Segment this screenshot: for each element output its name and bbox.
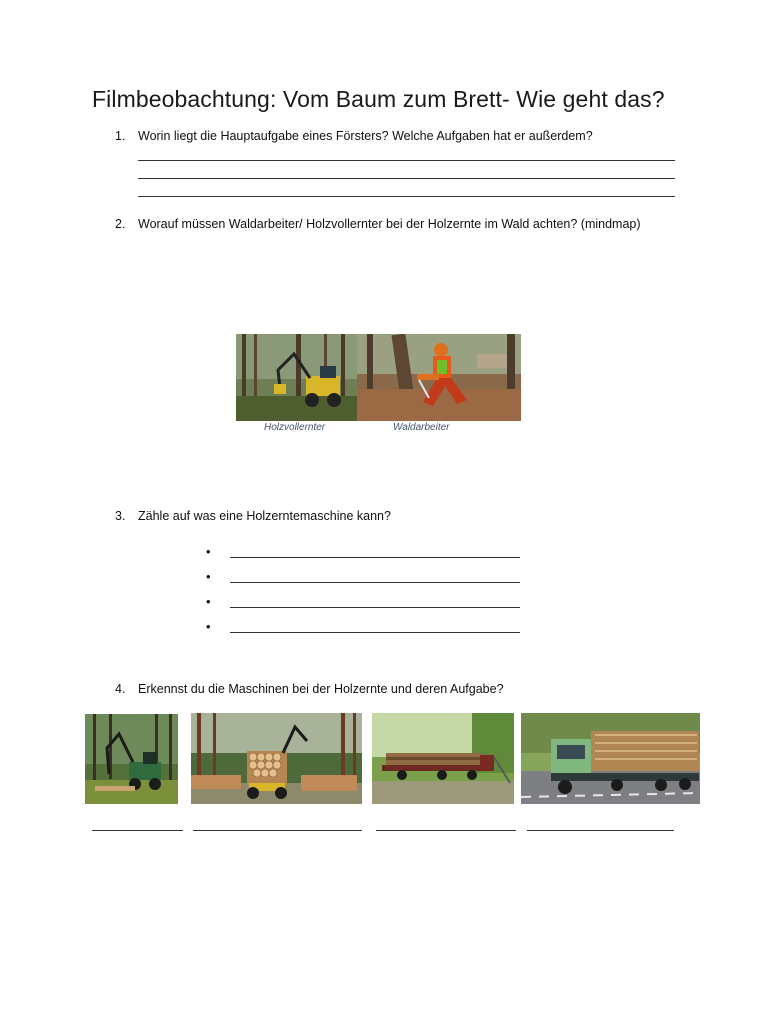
machine-photo-timber-truck-road xyxy=(521,713,700,804)
caption-worker: Waldarbeiter xyxy=(393,422,450,433)
answer-line-3d[interactable] xyxy=(230,632,520,633)
caption-harvester: Holzvollernter xyxy=(264,422,326,433)
answer-line-3b[interactable] xyxy=(230,582,520,583)
question-4-text: Erkennst du die Maschinen bei der Holzernte und deren Aufgabe? xyxy=(138,682,504,696)
bullet-3: • xyxy=(206,594,211,609)
answer-line-1c[interactable] xyxy=(138,196,675,197)
answer-line-1a[interactable] xyxy=(138,160,675,161)
page-title: Filmbeobachtung: Vom Baum zum Brett- Wie geht das? xyxy=(92,86,665,112)
question-3-number: 3. xyxy=(115,509,126,523)
question-2-number: 2. xyxy=(115,217,126,231)
forest-worker-photo xyxy=(357,334,521,421)
question-1-number: 1. xyxy=(115,129,126,143)
answer-line-3a[interactable] xyxy=(230,557,520,558)
question-1-text: Worin liegt die Hauptaufgabe eines Försters? Welche Aufgaben hat er außerdem? xyxy=(138,129,593,143)
harvester-photo xyxy=(236,334,357,421)
bullet-4: • xyxy=(206,619,211,634)
answer-line-1b[interactable] xyxy=(138,178,675,179)
answer-line-3c[interactable] xyxy=(230,607,520,608)
bullet-2: • xyxy=(206,569,211,584)
answer-line-4c[interactable] xyxy=(376,830,516,831)
machine-photo-forwarder xyxy=(191,713,362,804)
machine-photo-harvester xyxy=(85,714,178,804)
answer-line-4a[interactable] xyxy=(92,830,183,831)
question-4-number: 4. xyxy=(115,682,126,696)
machine-photo-log-truck-forest xyxy=(372,713,514,804)
answer-line-4d[interactable] xyxy=(527,830,674,831)
answer-line-4b[interactable] xyxy=(193,830,362,831)
question-2-text: Worauf müssen Waldarbeiter/ Holzvollernter bei der Holzernte im Wald achten? (mindmap) xyxy=(138,217,641,231)
bullet-1: • xyxy=(206,544,211,559)
question-3-text: Zähle auf was eine Holzerntemaschine kann? xyxy=(138,509,391,523)
